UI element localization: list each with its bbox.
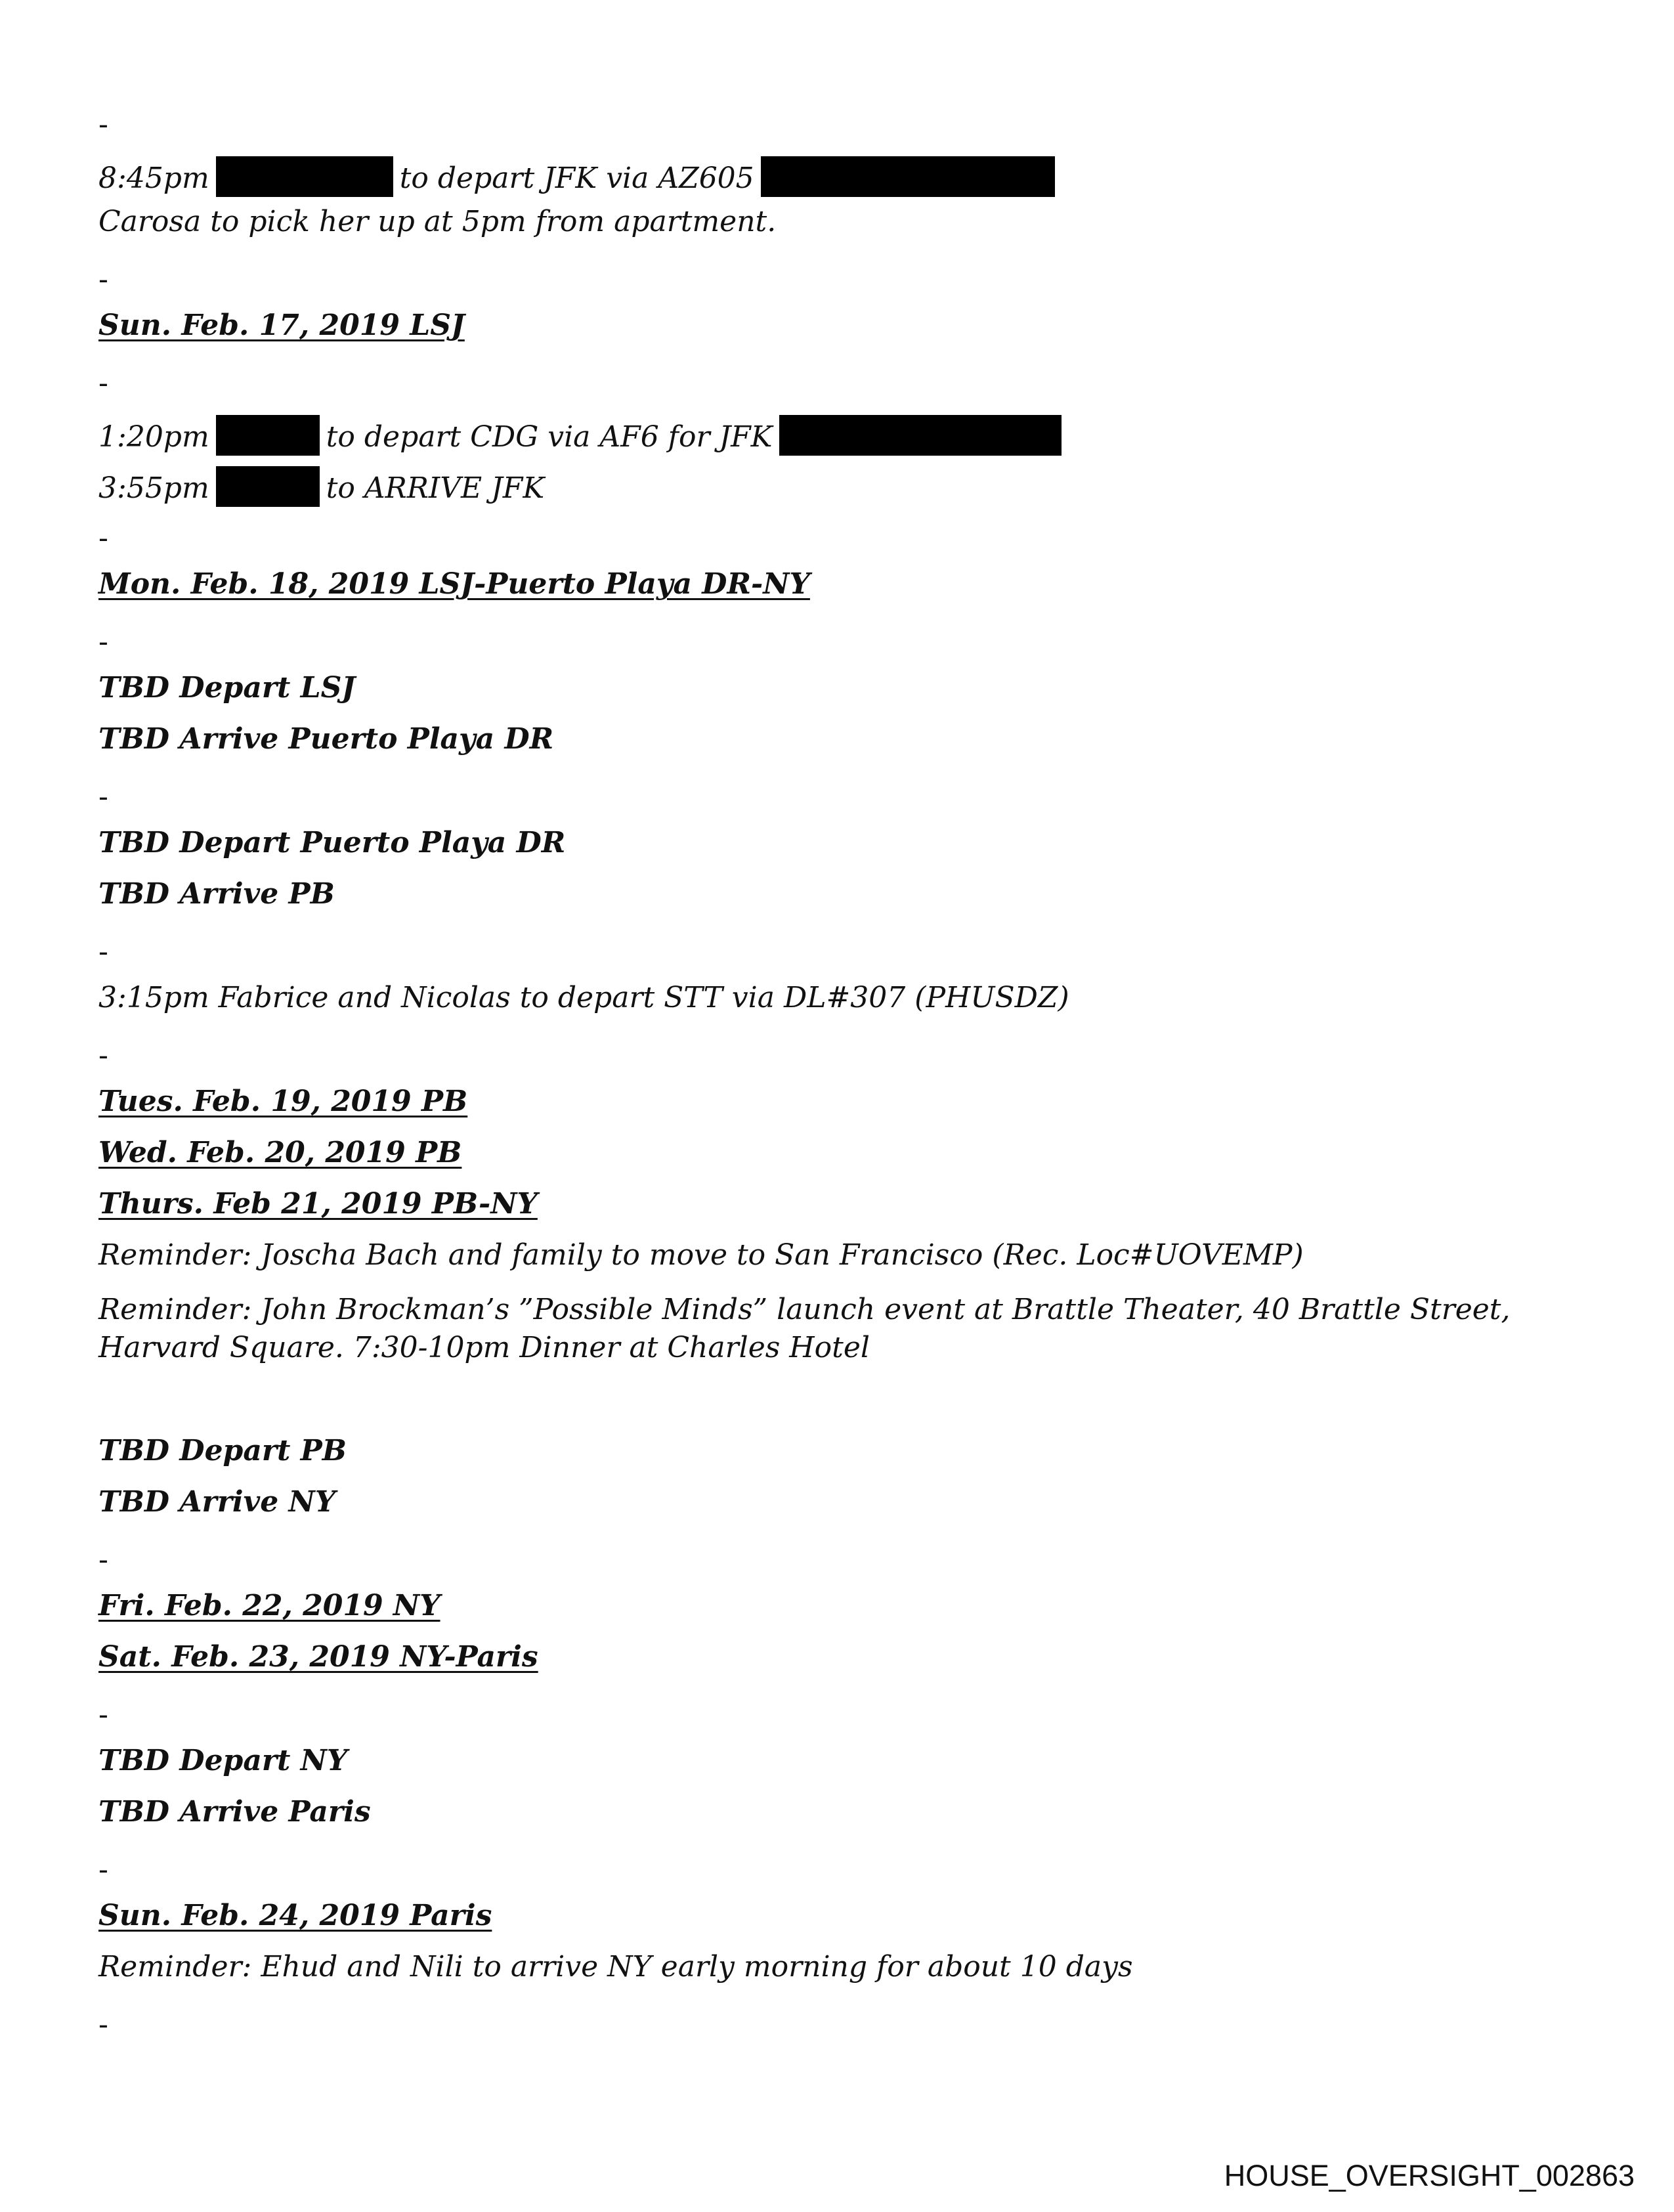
separator-dash: -	[98, 2008, 108, 2041]
tbd-line: TBD Depart NY	[98, 1744, 348, 1777]
separator-dash: -	[98, 1853, 108, 1886]
date-heading: Fri. Feb. 22, 2019 NY	[98, 1589, 440, 1622]
note-line: Carosa to pick her up at 5pm from apartment.	[98, 205, 777, 238]
flight-text: to depart CDG via AF6 for JFK	[326, 420, 773, 454]
redaction-box	[216, 466, 320, 507]
separator-dash: -	[98, 1543, 108, 1576]
separator-dash: -	[98, 108, 108, 141]
bates-number: HOUSE_OVERSIGHT_002863	[1224, 2159, 1635, 2192]
time-text: 1:20pm	[98, 420, 209, 454]
date-heading: Tues. Feb. 19, 2019 PB	[98, 1085, 468, 1118]
separator-dash: -	[98, 625, 108, 659]
tbd-line: TBD Depart Puerto Playa DR	[98, 826, 566, 859]
separator-dash: -	[98, 1039, 108, 1072]
separator-dash: -	[98, 521, 108, 555]
separator-dash: -	[98, 1698, 108, 1731]
flight-line	[98, 415, 1062, 456]
flight-line	[98, 466, 544, 507]
date-heading: Sun. Feb. 17, 2019 LSJ	[98, 309, 465, 342]
flight-line: 3:15pm Fabrice and Nicolas to depart STT via DL#307 (PHUSDZ)	[98, 981, 1069, 1014]
redaction-box	[216, 415, 320, 456]
tbd-line: TBD Arrive NY	[98, 1485, 336, 1519]
flight-text: to depart JFK via AZ605	[399, 162, 754, 195]
separator-dash: -	[98, 366, 108, 400]
flight-text: to ARRIVE JFK	[326, 471, 545, 505]
reminder-line: Reminder: Joscha Bach and family to move to San Francisco (Rec. Loc#UOVEMP)	[98, 1238, 1304, 1272]
date-heading: Sat. Feb. 23, 2019 NY-Paris	[98, 1640, 538, 1674]
tbd-line: TBD Depart PB	[98, 1434, 347, 1467]
redaction-box	[761, 156, 1055, 197]
tbd-line: TBD Arrive PB	[98, 877, 335, 911]
separator-dash: -	[98, 780, 108, 813]
redaction-box	[779, 415, 1062, 456]
date-heading: Mon. Feb. 18, 2019 LSJ-Puerto Playa DR-NY	[98, 567, 810, 601]
date-heading: Wed. Feb. 20, 2019 PB	[98, 1136, 462, 1169]
reminder-line: Reminder: John Brockman’s ”Possible Minds” launch event at Brattle Theater, 40 Brattle Street, Harvard Square. 7:30-10pm Dinner at Charles Hotel	[98, 1293, 1511, 1364]
separator-dash: -	[98, 263, 108, 296]
tbd-line: TBD Depart LSJ	[98, 671, 356, 705]
tbd-line: TBD Arrive Puerto Playa DR	[98, 722, 554, 756]
date-heading: Sun. Feb. 24, 2019 Paris	[98, 1899, 492, 1932]
reminder-line: Reminder: Ehud and Nili to arrive NY early morning for about 10 days	[98, 1950, 1133, 1984]
time-text: 8:45pm	[98, 162, 209, 195]
date-heading: Thurs. Feb 21, 2019 PB-NY	[98, 1187, 538, 1221]
time-text: 3:55pm	[98, 471, 209, 505]
tbd-line: TBD Arrive Paris	[98, 1795, 371, 1829]
separator-dash: -	[98, 935, 108, 968]
redaction-box	[216, 156, 393, 197]
flight-line	[98, 156, 1055, 197]
